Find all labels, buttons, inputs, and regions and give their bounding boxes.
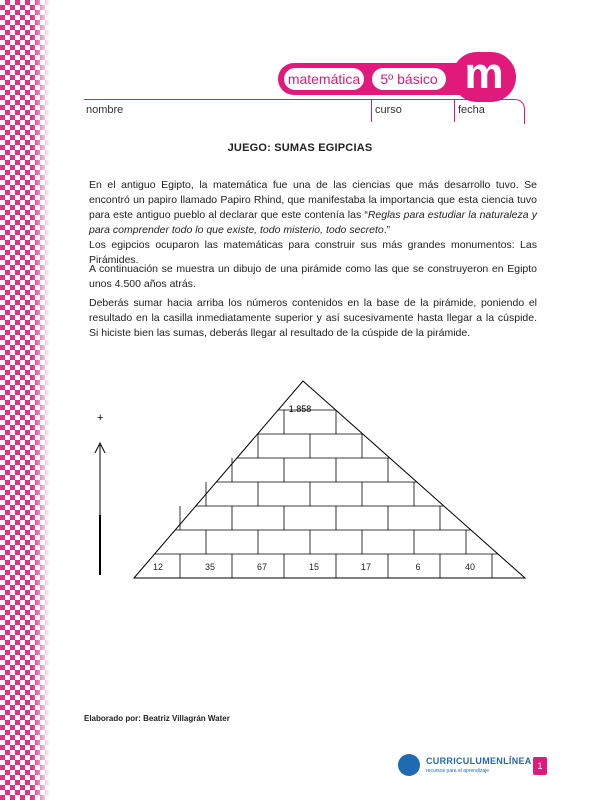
date-field-label: fecha [458, 104, 485, 116]
apex-number: 1.858 [288, 404, 312, 414]
plus-sign: + [97, 412, 104, 424]
base-number: 35 [204, 562, 216, 572]
base-number: 17 [360, 562, 372, 572]
base-number: 67 [256, 562, 268, 572]
decorative-pattern [0, 0, 50, 800]
field-divider [454, 100, 455, 122]
base-number: 15 [308, 562, 320, 572]
page-number: 1 [533, 757, 547, 775]
course-field-label: curso [375, 104, 402, 116]
pyramids-paragraph: Los egipcios ocuparon las matemáticas para construir sus más grandes monumentos: Las Pirámides. [89, 239, 537, 266]
base-number: 40 [464, 562, 476, 572]
field-divider [371, 100, 372, 122]
name-field-label: nombre [86, 104, 124, 116]
subject-label: matemática [284, 68, 364, 90]
page-title: JUEGO: SUMAS EGIPCIAS [227, 142, 373, 154]
instructions-paragraph: Deberás sumar hacia arriba los números contenidos en la base de la pirámide, poniendo el resultado en la casilla inmediatamente superior y así sucesivamente hasta llegar a la cúspide. Si hiciste bien las sumas, deberás llegar al resultado de la cúspide de la pirámide. [89, 297, 537, 339]
curriculum-logo [398, 752, 532, 780]
math-logo: m [452, 52, 516, 102]
logo-subtext: recursos para el aprendizaje [426, 768, 490, 774]
intro-paragraph [89, 178, 537, 238]
intro-quote: Reglas para estudiar la naturaleza y para comprender todo lo que existe, todo misterio, todo secreto [89, 209, 537, 236]
base-number: 12 [152, 562, 164, 572]
grade-label: 5º básico [372, 68, 446, 90]
intro-text-end: .” [383, 224, 391, 236]
logo-circle-icon [398, 754, 420, 776]
intro-text: En el antiguo Egipto, la matemática fue una de las ciencias que más desarrollo tuvo. Se encontró un papiro llamado Papiro Rhind, que manifestaba la importancia que esta ciencia tuvo para este antiguo pueblo al declarar que este contenía las “ [89, 179, 537, 221]
base-number: 6 [415, 562, 421, 572]
logo-text: CURRICULUMENLÍNEA [426, 756, 532, 766]
author-credit: Elaborado por: Beatriz Villagrán Water [84, 714, 230, 723]
number-pyramid [90, 375, 540, 585]
drawing-paragraph: A continuación se muestra un dibujo de una pirámide como las que se construyeron en Egipto unos 4.500 años atrás. [89, 263, 537, 290]
